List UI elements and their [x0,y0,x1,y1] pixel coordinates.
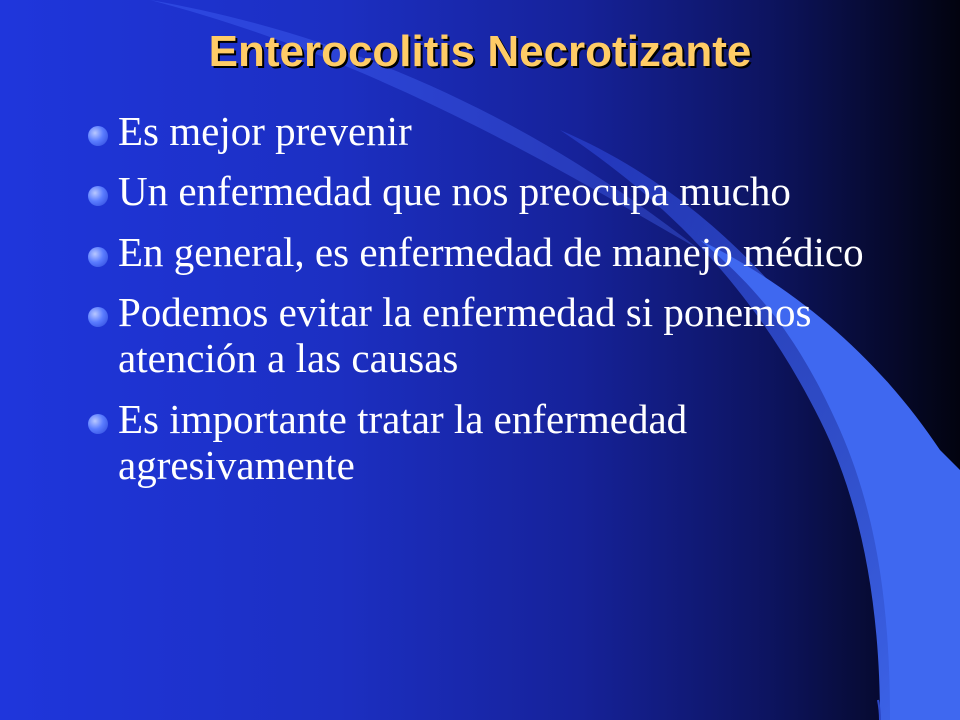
bullet-dot-icon [88,307,108,327]
bullet-dot-icon [88,186,108,206]
bullet-text: En general, es enfermedad de manejo médico [118,228,864,275]
bullet-dot-icon [88,247,108,267]
slide-title: Enterocolitis Necrotizante [208,27,752,76]
bullet-item [88,396,888,489]
bullet-item [88,108,888,154]
bullet-text: Un enfermedad que nos preocupa mucho [118,168,791,215]
bullet-text: Es importante tratar la enfermedad agresivamente [118,395,688,488]
bullet-item [88,229,888,275]
bullet-item [88,289,888,382]
bullet-text: Podemos evitar la enfermedad si ponemos atención a las causas [118,288,812,382]
bullet-dot-icon [88,414,108,434]
bullet-text: Es mejor prevenir [118,108,412,154]
bullet-item [88,168,888,214]
bullet-dot-icon [88,126,108,146]
bullet-list [88,108,888,502]
